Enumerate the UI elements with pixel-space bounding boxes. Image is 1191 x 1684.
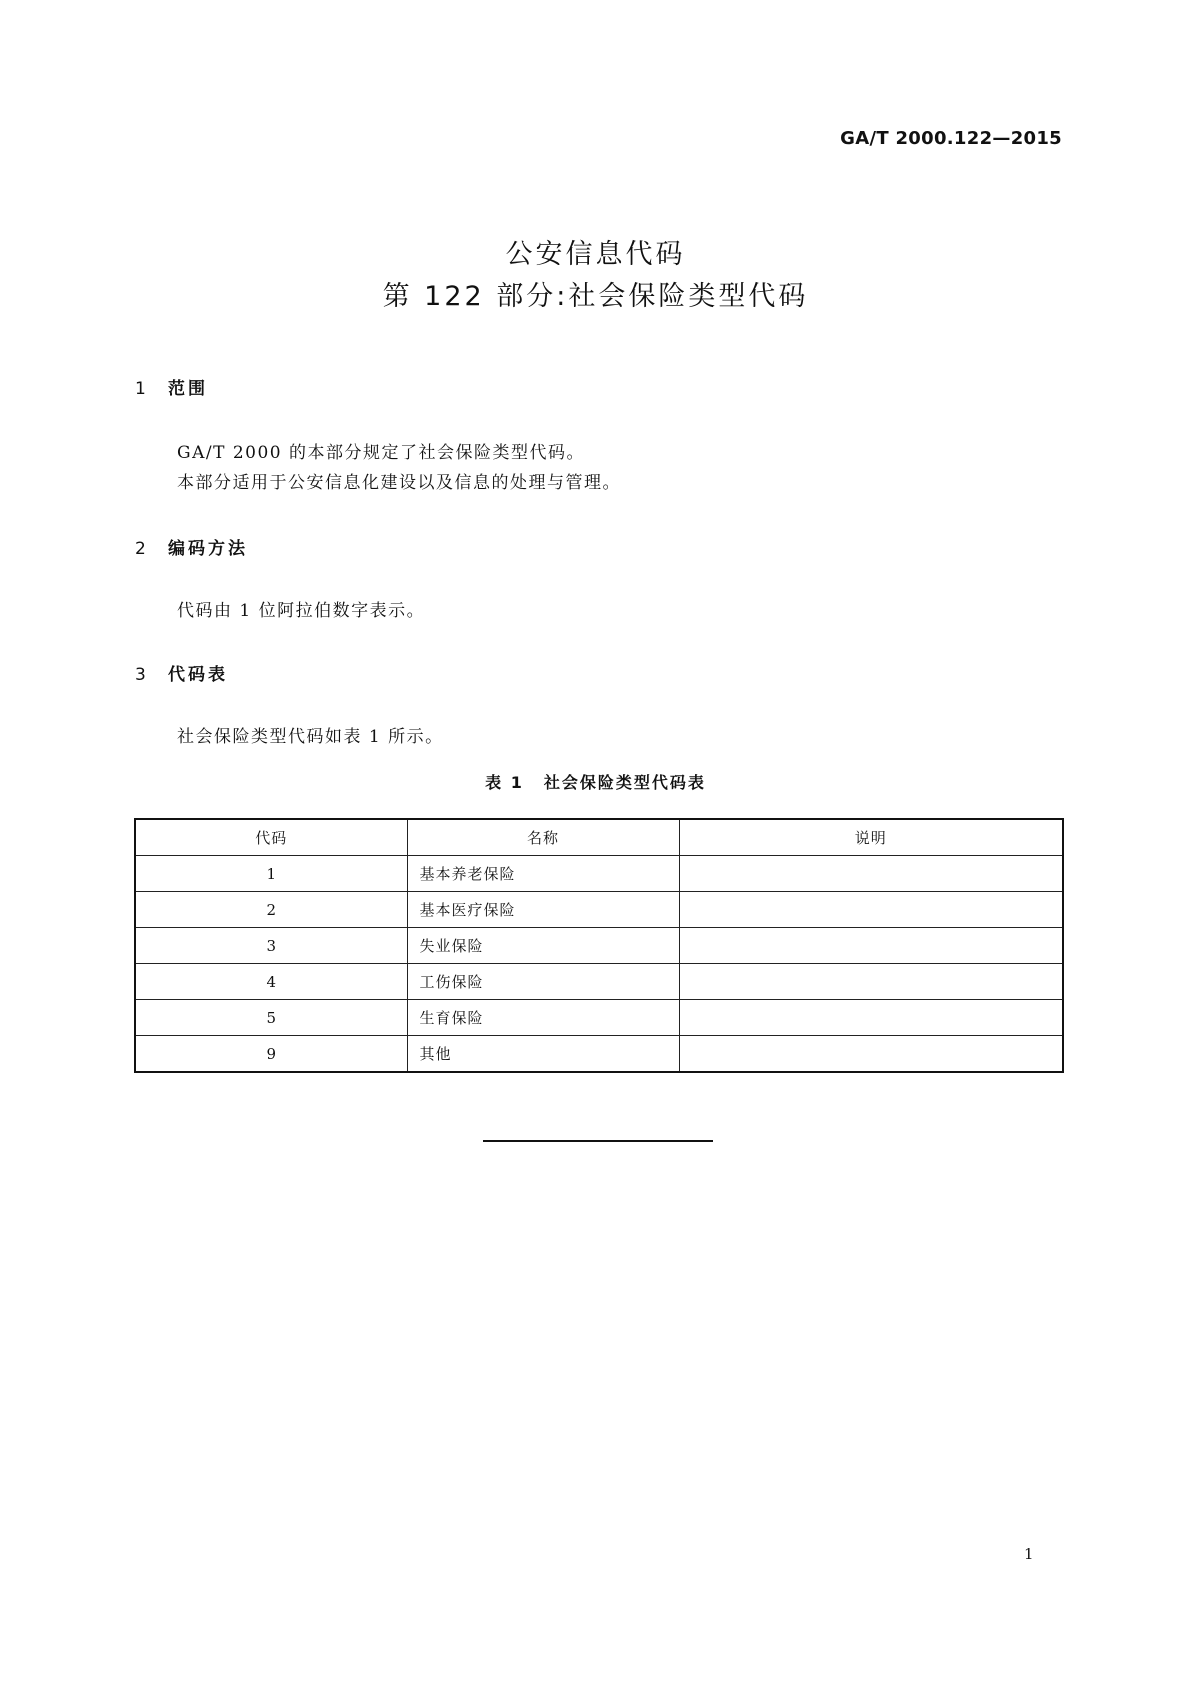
cell-name: 失业保险 (407, 928, 679, 964)
section-number: 2 (135, 539, 146, 559)
standard-number: GA/T 2000.122—2015 (840, 128, 1062, 149)
section-heading-scope (135, 374, 208, 399)
end-of-document-rule (483, 1140, 713, 1142)
page-number: 1 (1024, 1545, 1034, 1563)
cell-code: 9 (135, 1036, 407, 1073)
column-header-code: 代码 (135, 819, 407, 856)
table-row (135, 928, 1063, 964)
section-heading-code-table (135, 660, 228, 685)
table-caption (0, 770, 1191, 793)
cell-code: 1 (135, 856, 407, 892)
cell-name: 生育保险 (407, 1000, 679, 1036)
document-title-line-2: 第 122 部分:社会保险类型代码 (382, 281, 809, 312)
cell-name: 基本医疗保险 (407, 892, 679, 928)
cell-note (679, 892, 1063, 928)
section-title: 范围 (168, 379, 208, 399)
cell-code: 2 (135, 892, 407, 928)
table-caption-title: 社会保险类型代码表 (543, 773, 706, 792)
section-number: 3 (135, 665, 146, 685)
cell-note (679, 1000, 1063, 1036)
table-row (135, 892, 1063, 928)
scope-paragraph-2: 本部分适用于公安信息化建设以及信息的处理与管理。 (177, 473, 621, 493)
cell-name: 基本养老保险 (407, 856, 679, 892)
cell-name: 工伤保险 (407, 964, 679, 1000)
section-title: 编码方法 (168, 539, 248, 559)
cell-note (679, 964, 1063, 1000)
cell-code: 5 (135, 1000, 407, 1036)
cell-note (679, 856, 1063, 892)
coding-method-paragraph: 代码由 1 位阿拉伯数字表示。 (177, 601, 426, 621)
document-title-line-1: 公安信息代码 (505, 239, 686, 270)
table-row (135, 1000, 1063, 1036)
scope-paragraph-1: GA/T 2000 的本部分规定了社会保险类型代码。 (177, 443, 585, 463)
section-title: 代码表 (168, 665, 228, 685)
cell-note (679, 928, 1063, 964)
table-row (135, 856, 1063, 892)
code-table-paragraph: 社会保险类型代码如表 1 所示。 (177, 727, 444, 747)
cell-code: 3 (135, 928, 407, 964)
cell-note (679, 1036, 1063, 1073)
column-header-name: 名称 (407, 819, 679, 856)
table-caption-number: 表 1 (485, 773, 524, 792)
cell-name: 其他 (407, 1036, 679, 1073)
table-row (135, 964, 1063, 1000)
cell-code: 4 (135, 964, 407, 1000)
social-insurance-code-table (134, 818, 1064, 1073)
section-heading-coding-method (135, 534, 248, 559)
section-number: 1 (135, 379, 146, 399)
table-row (135, 1036, 1063, 1073)
table-header-row (135, 819, 1063, 856)
column-header-note: 说明 (679, 819, 1063, 856)
